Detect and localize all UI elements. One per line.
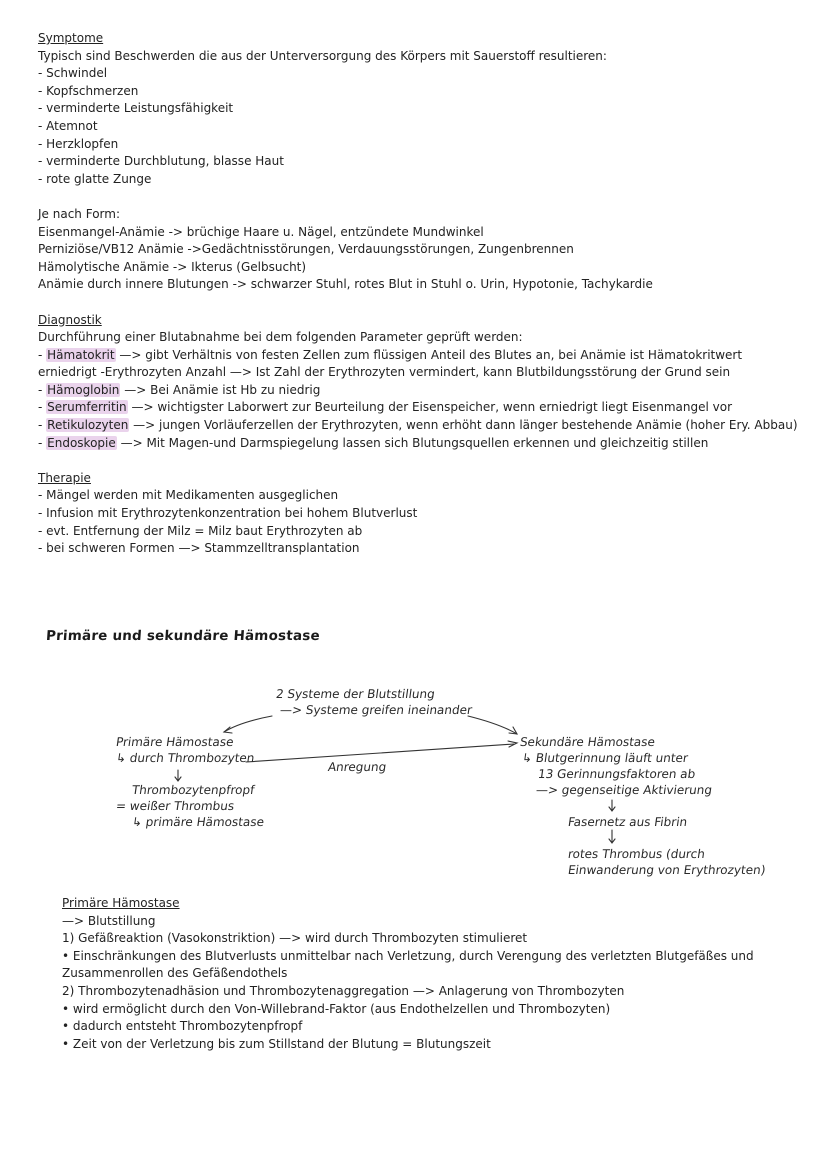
list-item: - Schwindel [38, 66, 108, 81]
list-item: 1) Gefäßreaktion (Vasokonstriktion) —> wird durch Thrombozyten stimulieret [62, 931, 528, 946]
list-item: - Kopfschmerzen [38, 83, 139, 98]
list-item: Anämie durch innere Blutungen -> schwarzer Stuhl, rotes Blut in Stuhl o. Urin, Hypotonie, Tachykardie [38, 277, 653, 292]
diagnostik-intro: Durchführung einer Blutabnahme bei dem folgenden Parameter geprüft werden: [38, 330, 523, 345]
therapie-heading: Therapie [38, 470, 91, 485]
arrow-left-head [224, 727, 232, 733]
highlighted-term: Retikulozyten [47, 418, 129, 433]
arrow-right [468, 716, 517, 734]
list-item: • dadurch entsteht Thrombozytenpfropf [62, 1019, 303, 1034]
list-item: - Serumferritin —> wichtigster Laborwert zur Beurteilung der Eisenspeicher, wenn erniedrigt liegt Eisenmangel vor [38, 400, 733, 415]
list-item: • Zeit von der Verletzung bis zum Stillstand der Blutung = Blutungszeit [62, 1036, 491, 1051]
notes-top [38, 30, 798, 558]
formen-intro: Je nach Form: [38, 206, 120, 221]
arrow-left [224, 716, 272, 732]
diagram-top-line2: —> Systeme greifen ineinander [279, 703, 473, 717]
diagram-right-line7: Einwanderung von Erythrozyten) [567, 863, 767, 877]
list-item: Eisenmangel-Anämie -> brüchige Haare u. Nägel, entzündete Mundwinkel [38, 224, 484, 239]
list-item: - bei schweren Formen —> Stammzelltransplantation [38, 541, 360, 556]
primaere-heading: Primäre Hämostase [62, 896, 180, 910]
list-item: - verminderte Durchblutung, blasse Haut [38, 154, 284, 169]
list-item: • wird ermöglicht durch den Von-Willebrand-Faktor (aus Endothelzellen und Thrombozyten) [62, 1001, 611, 1016]
diagram-top-line1: 2 Systeme der Blutstillung [275, 687, 436, 701]
list-item: • Einschränkungen des Blutverlusts unmittelbar nach Verletzung, durch Verengung des verletzten Blutgefäßes und Zusammenrollen des Gefäßendothels [62, 948, 754, 981]
highlighted-term: Endoskopie [47, 435, 116, 450]
down-arrow-right-2-head [609, 839, 615, 843]
diagram-right-line4: —> gegenseitige Aktivierung [535, 783, 714, 797]
diagram-left-line5: ↳ primäre Hämostase [131, 815, 266, 829]
list-item: Perniziöse/VB12 Anämie ->Gedächtnisstörungen, Verdauungsstörungen, Zungenbrennen [38, 242, 574, 257]
diagnostik-heading: Diagnostik [38, 312, 102, 327]
diagram-right-line3: 13 Gerinnungsfaktoren ab [537, 767, 697, 781]
diagram-left-line1: Primäre Hämostase [115, 735, 235, 749]
list-item: Hämolytische Anämie -> Ikterus (Gelbsucht) [38, 259, 307, 274]
highlighted-term: Serumferritin [47, 400, 127, 415]
list-item: - Mängel werden mit Medikamenten ausgeglichen [38, 488, 339, 503]
list-item: - verminderte Leistungsfähigkeit [38, 101, 234, 116]
symptome-intro: Typisch sind Beschwerden die aus der Unterversorgung des Körpers mit Sauerstoff resultieren: [38, 48, 607, 63]
arrow-right-head [509, 727, 517, 734]
list-item: - rote glatte Zunge [38, 171, 152, 186]
diagram-right-line5: Fasernetz aus Fibrin [567, 815, 689, 829]
symptome-heading: Symptome [38, 31, 104, 45]
list-item: - Atemnot [38, 118, 98, 133]
down-arrow-right-1-head [609, 807, 615, 811]
diagram-middle-label: Anregung [327, 760, 388, 774]
down-arrow-left-head [175, 777, 181, 781]
list-item: - Hämoglobin —> Bei Anämie ist Hb zu niedrig [38, 382, 321, 397]
notes-bottom [62, 895, 762, 1053]
highlighted-term: Hämoglobin [47, 382, 120, 397]
list-item: - Infusion mit Erythrozytenkonzentration bei hohem Blutverlust [38, 506, 418, 521]
diagram-right-line1: Sekundäre Hämostase [519, 735, 656, 749]
diagram-left-line2: ↳ durch Thrombozyten [115, 751, 256, 765]
diagram-left-line4: = weißer Thrombus [115, 799, 236, 813]
list-item: 2) Thrombozytenadhäsion und Thrombozytenaggregation —> Anlagerung von Thrombozyten [62, 983, 625, 998]
highlighted-term: Hämatokrit [47, 347, 115, 362]
list-item: —> Blutstillung [62, 913, 156, 928]
section-title: Primäre und sekundäre Hämostase [45, 628, 321, 644]
list-item: - Herzklopfen [38, 136, 119, 151]
list-item: - Endoskopie —> Mit Magen-und Darmspiegelung lassen sich Blutungsquellen erkennen und gleichzeitig stillen [38, 435, 709, 450]
list-item: - Hämatokrit —> gibt Verhältnis von festen Zellen zum flüssigen Anteil des Blutes an, bei Anämie ist Hämatokritwert erniedrigt -Erythrozyten Anzahl —> Ist Zahl der Erythrozyten vermindert, kann Blutbildungsstörung der Grund sein [38, 347, 743, 380]
arrow-right-2 [508, 741, 517, 747]
list-item: - evt. Entfernung der Milz = Milz baut Erythrozyten ab [38, 523, 363, 538]
diagram-right-line2: ↳ Blutgerinnung läuft unter [521, 751, 689, 765]
diagram-left-line3: Thrombozytenpfropf [131, 783, 256, 797]
diagram-right-line6: rotes Thrombus (durch [567, 847, 706, 861]
list-item: - Retikulozyten —> jungen Vorläuferzellen der Erythrozyten, wenn erhöht dann länger bestehende Anämie (hoher Ery. Abbau) [38, 418, 798, 433]
